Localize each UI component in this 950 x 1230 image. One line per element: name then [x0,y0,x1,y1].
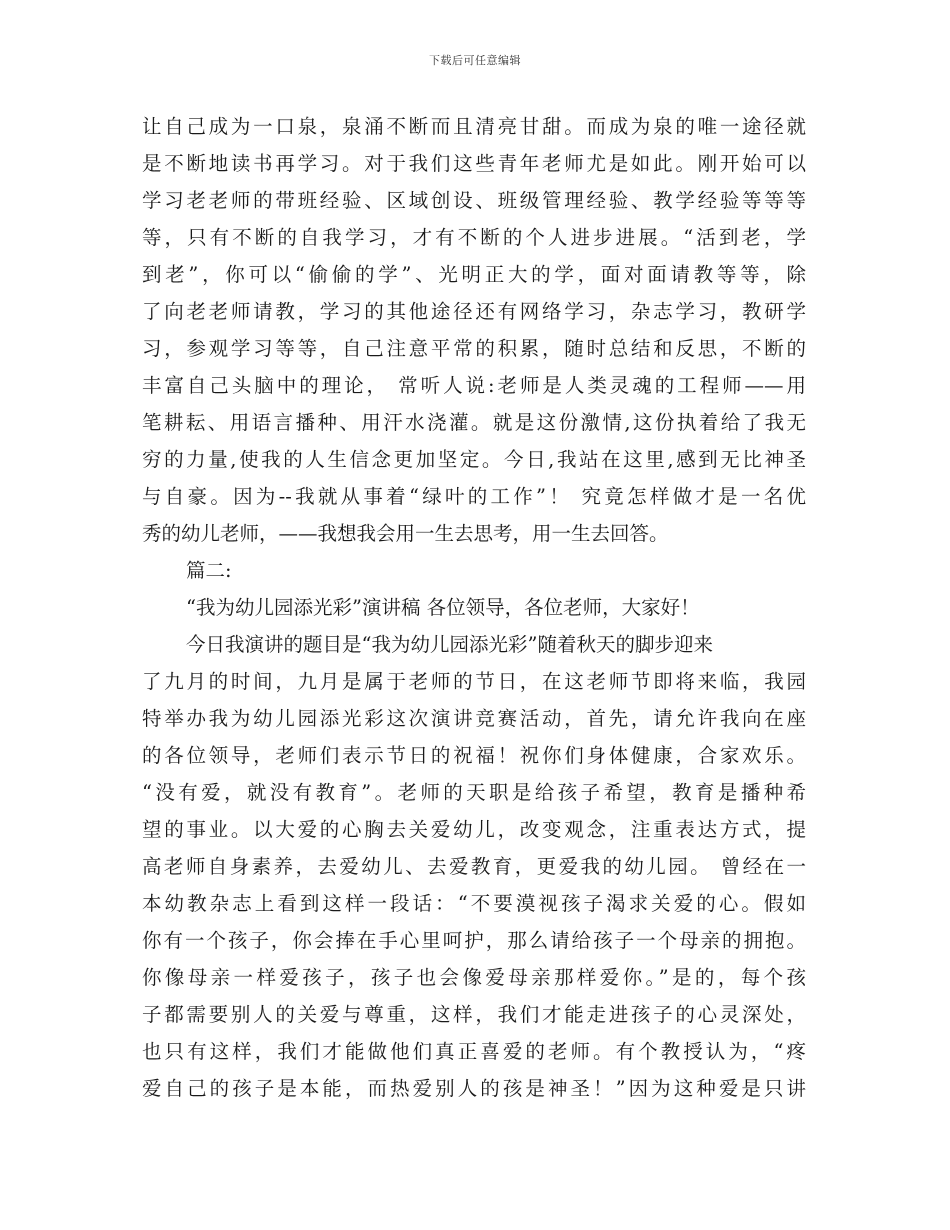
text-line: 了向老老师请教，学习的其他途径还有网络学习，杂志学习，教研学 [142,300,806,323]
text-line: 你有一个孩子，你会捧在手心里呵护，那么请给孩子一个母亲的拥抱。 [142,929,806,952]
text-line: “没有爱，就没有教育”。老师的天职是给孩子希望，教育是播种希 [142,781,806,804]
text-line: 穷的力量,使我的人生信念更加坚定。今日,我站在这里,感到无比神圣 [142,448,806,471]
text-line: 望的事业。以大爱的心胸去关爱幼儿，改变观念，注重表达方式，提 [142,818,806,841]
text-line: 爱自己的孩子是本能，而热爱别人的孩是神圣！”因为这种爱是只讲 [142,1077,806,1100]
speech-title: “我为幼儿园添光彩”演讲稿 各位领导，各位老师，大家好！ [186,596,700,619]
text-line: 本幼教杂志上看到这样一段话：“不要漠视孩子渴求关爱的心。假如 [142,892,806,915]
page-header: 下载后可任意编辑 [429,54,521,67]
text-line: 子都需要别人的关爱与尊重，这样，我们才能走进孩子的心灵深处， [142,1003,806,1026]
text-line: 秀的幼儿老师，——我想我会用一生去思考，用一生去回答。 [142,522,669,545]
text-line: 让自己成为一口泉，泉涌不断而且清亮甘甜。而成为泉的唯一途径就 [142,115,806,138]
section-heading: 篇二: [186,559,232,582]
text-line: 的各位领导，老师们表示节日的祝福！祝你们身体健康，合家欢乐。 [142,744,806,767]
text-line: 也只有这样，我们才能做他们真正喜爱的老师。有个教授认为，“疼 [142,1040,806,1063]
text-line: 到老”，你可以“偷偷的学”、光明正大的学，面对面请教等等，除 [142,263,806,286]
text-line: 学习老老师的带班经验、区域创设、班级管理经验、教学经验等等等 [142,189,806,212]
text-line: 高老师自身素养，去爱幼儿、去爱教育，更爱我的幼儿园。 曾经在一 [142,855,806,878]
text-line: 特举办我为幼儿园添光彩这次演讲竞赛活动，首先，请允许我向在座 [142,707,806,730]
text-line: 是不断地读书再学习。对于我们这些青年老师尤是如此。刚开始可以 [142,152,806,175]
text-line: 今日我演讲的题目是“我为幼儿园添光彩”随着秋天的脚步迎来 [186,633,713,656]
text-line: 笔耕耘、用语言播种、用汗水浇灌。就是这份激情,这份执着给了我无 [142,411,806,434]
text-line: 你像母亲一样爱孩子，孩子也会像爱母亲那样爱你。”是的，每个孩 [142,966,806,989]
document-body [142,108,806,1107]
text-line: 了九月的时间，九月是属于老师的节日，在这老师节即将来临，我园 [142,670,806,693]
text-line: 与自豪。因为--我就从事着“绿叶的工作”！ 究竟怎样做才是一名优 [142,485,806,508]
text-line: 等，只有不断的自我学习，才有不断的个人进步进展。“活到老，学 [142,226,806,249]
text-line: 习，参观学习等等，自己注意平常的积累，随时总结和反思，不断的 [142,337,806,360]
text-line: 丰富自己头脑中的理论， 常听人说:老师是人类灵魂的工程师——用 [142,374,806,397]
